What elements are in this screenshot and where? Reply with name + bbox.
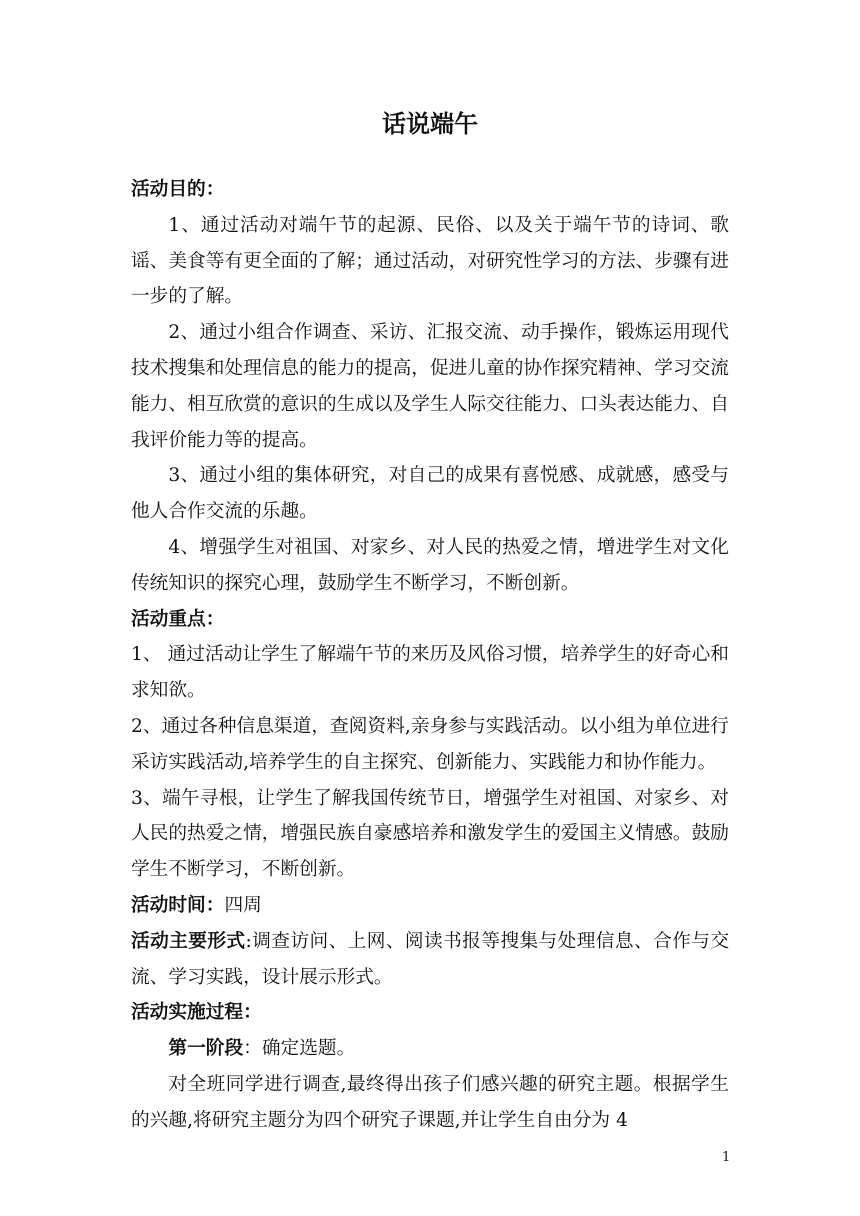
document-title: 话说端午 [382, 110, 478, 138]
stage-1-label: 第一阶段 [168, 1038, 244, 1060]
purpose-item-1: 1、通过活动对端午节的起源、民俗、以及关于端午节的诗词、歌谣、美食等有更全面的了解；通过活动，对研究性学习的方法、步骤有进一步的了解。 [131, 214, 729, 308]
activity-forms-value: :调查访问、上网、阅读书报等搜集与处理信息、合作与交流、学习实践，设计展示形式。 [131, 930, 730, 988]
purpose-item-3: 3、通过小组的集体研究，对自己的成果有喜悦感、成就感，感受与他人合作交流的乐趣。 [131, 465, 729, 523]
focus-item-2: 2、通过各种信息渠道，查阅资料,亲身参与实践活动。以小组为单位进行采访实践活动,培养学生的自主探究、创新能力、实践能力和协作能力。 [131, 715, 729, 773]
stage-1-value: ：确定选题。 [243, 1038, 356, 1060]
purpose-item-4: 4、增强学生对祖国、对家乡、对人民的热爱之情，增进学生对文化传统知识的探究心理，鼓励学生不断学习，不断创新。 [131, 536, 729, 594]
activity-time-label: 活动时间： [131, 894, 225, 916]
purpose-item-2: 2、通过小组合作调查、采访、汇报交流、动手操作，锻炼运用现代技术搜集和处理信息的能力的提高，促进儿童的协作探究精神、学习交流能力、相互欣赏的意识的生成以及学生人际交往能力、口头表达能力、自我评价能力等的提高。 [131, 322, 729, 451]
activity-time-value: 四周 [224, 894, 262, 916]
document-body [131, 172, 729, 1139]
activity-forms-line [131, 924, 729, 996]
activity-time-line [131, 888, 729, 924]
section-heading-purpose: 活动目的： [131, 179, 225, 200]
section-heading-process: 活动实施过程： [131, 1002, 262, 1024]
section-heading-focus: 活动重点： [131, 608, 225, 630]
activity-forms-label: 活动主要形式 [131, 930, 246, 952]
focus-item-3: 3、端午寻根，让学生了解我国传统节日，增强学生对祖国、对家乡、对人民的热爱之情，增强民族自豪感培养和激发学生的爱国主义情感。鼓励学生不断学习，不断创新。 [131, 787, 729, 881]
stage-1-line [131, 1031, 729, 1067]
focus-item-1: 1、 通过活动让学生了解端午节的来历及风俗习惯，培养学生的好奇心和求知欲。 [131, 644, 729, 702]
process-paragraph: 对全班同学进行调查,最终得出孩子们感兴趣的研究主题。根据学生的兴趣,将研究主题分为四个研究子课题,并让学生自由分为 4 [131, 1073, 729, 1131]
page-number: 1 [722, 1150, 731, 1165]
